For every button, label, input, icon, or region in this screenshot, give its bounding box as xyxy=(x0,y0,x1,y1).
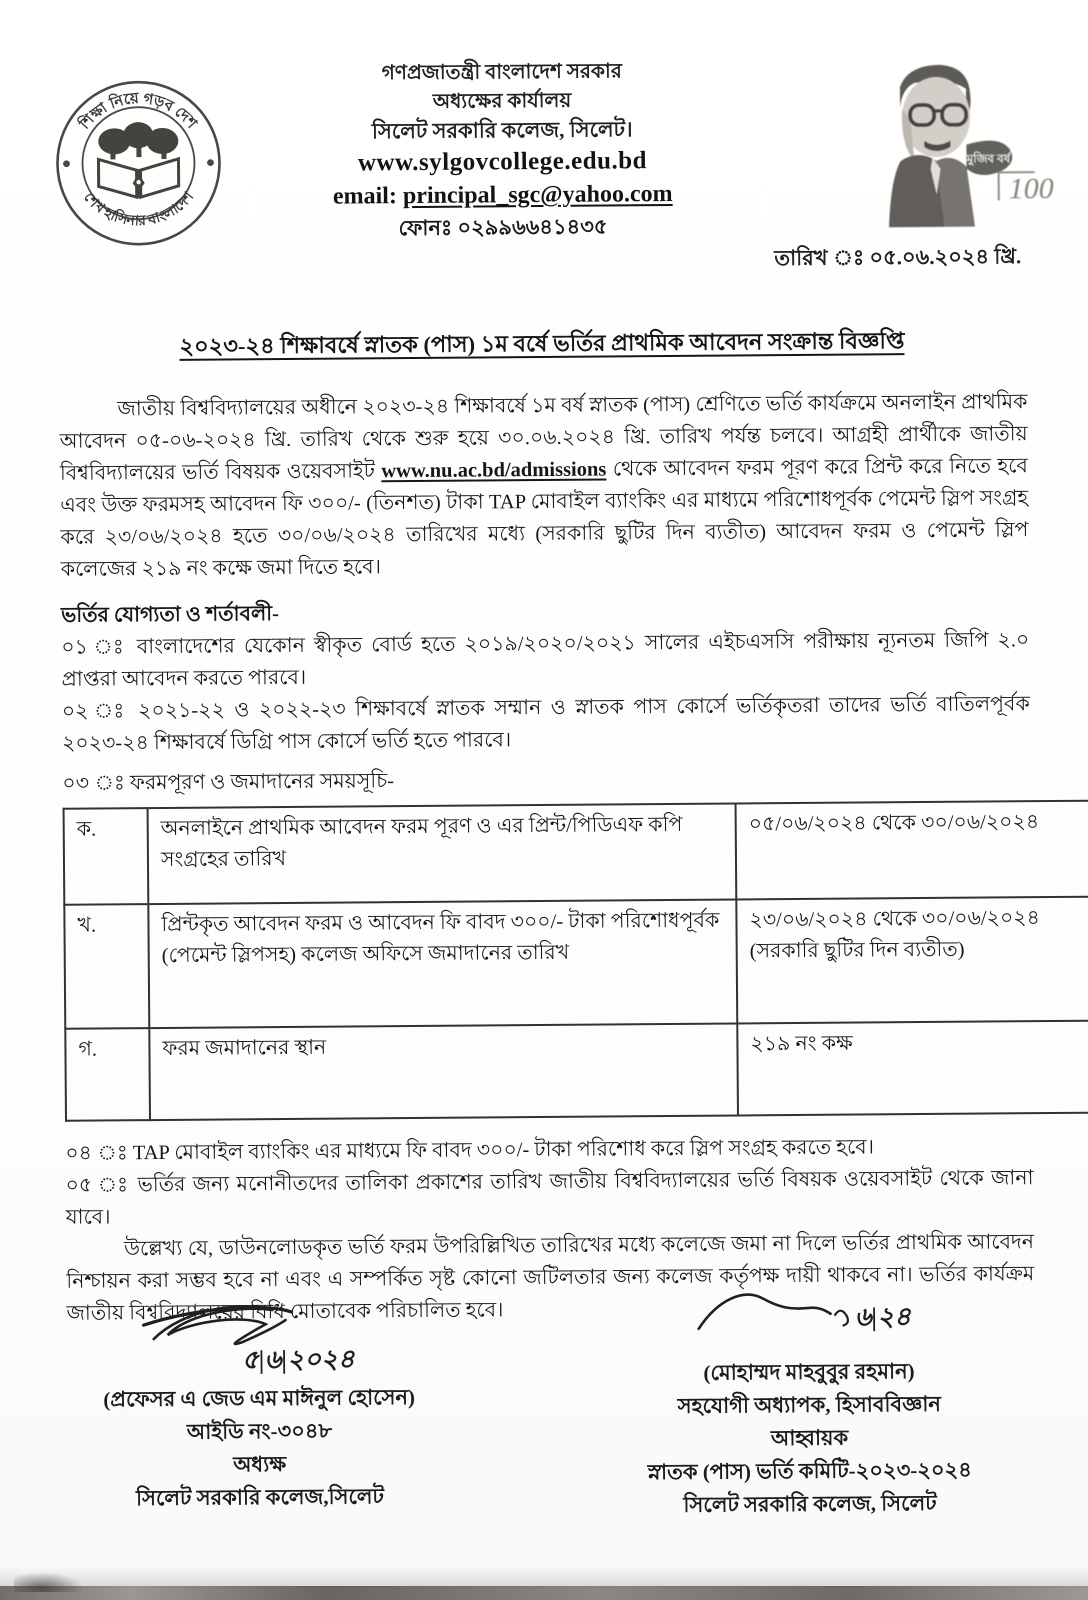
college-website-link[interactable]: www.sylgovcollege.edu.bd xyxy=(357,147,648,177)
seal-book-tree-emblem xyxy=(98,122,179,199)
row-description: প্রিন্টকৃত আবেদন ফরম ও আবেদন ফি বাবদ ৩০০/- টাকা পরিশোধপূর্বক (পেমেন্ট স্লিপসহ) কলেজ অফিসে জমাদানের তারিখ xyxy=(148,899,737,1028)
email-link[interactable]: principal_sgc@yahoo.com xyxy=(402,180,673,210)
college-name-line: সিলেট সরকারি কলেজ, সিলেট। xyxy=(371,117,633,144)
condition-item-4: ০৪ ঃ TAP মোবাইল ব্যাংকিং এর মাধ্যমে ফি বাবদ ৩০০/- টাকা পরিশোধ করে স্লিপ সংগ্রহ করতে হবে। xyxy=(65,1136,875,1165)
nu-admissions-link[interactable]: www.nu.ac.bd/admissions xyxy=(381,458,607,483)
principal-name: (প্রফেসর এ জেড এম মাঈনুল হোসেন) xyxy=(103,1385,416,1412)
condition-item-5: ০৫ ঃ ভর্তির জন্য মনোনীতদের তালিকা প্রকাশের তারিখ জাতীয় বিশ্ববিদ্যালয়ের ভর্তি বিষয়ক ওয়েবসাইট থেকে জানা যাবে। xyxy=(65,1167,1034,1229)
email-line xyxy=(285,178,721,214)
letterhead xyxy=(284,57,721,245)
convener-committee: স্নাতক (পাস) ভর্তি কমিটি-২০২৩-২০২৪ xyxy=(647,1457,972,1485)
table-row xyxy=(64,897,1088,1029)
seal-bottom-text: শেখ হাসিনার বাংলাদেশ xyxy=(80,189,198,230)
principal-signature xyxy=(123,1289,394,1383)
mujib-borsho-mark xyxy=(965,140,1053,206)
scan-shadow xyxy=(0,1566,1088,1588)
scan-smudge xyxy=(14,1572,84,1592)
row-description: ফরম জমাদানের স্থান xyxy=(149,1023,738,1120)
condition-item-2: ০২ ঃ ২০২১-২২ ও ২০২২-২৩ শিক্ষাবর্ষে স্নাতক সম্মান ও স্নাতক পাস কোর্সে ভর্তিকৃতরা তাদের ভর্তি বাতিলপূর্বক ২০২৩-২৪ শিক্ষাবর্ষে ডিগ্রি পাস কোর্সে ভর্তি হতে পারবে। xyxy=(61,693,1030,755)
table-row xyxy=(64,801,1088,905)
mujib-100-number: 100 xyxy=(1008,171,1054,206)
schedule-table xyxy=(63,800,1088,1122)
table-row xyxy=(65,1021,1088,1121)
convener-role: আহ্বায়ক xyxy=(770,1425,849,1451)
row-value: ২১৯ নং কক্ষ xyxy=(737,1021,1088,1116)
row-label: ক. xyxy=(64,808,149,905)
portrait-sketch xyxy=(888,65,975,228)
closing-paragraph: উল্লেখ্য যে, ডাউনলোডকৃত ভর্তি ফরম উপরিল্লিখিত তারিখের মধ্যে কলেজে জমা না দিলে ভর্তির প্রাথমিক আবেদন নিশ্চায়ন করা সম্ভব হবে না এবং এ সম্পর্কিত সৃষ্ট কোনো জটিলতার জন্য কলেজ কর্তৃপক্ষ দায়ী থাকবে না। ভর্তির কার্যক্রম জাতীয় বিশ্ববিদ্যালয়ের বিধি মোতাবেক পরিচালিত হবে। xyxy=(66,1231,1035,1325)
convener-handwritten-date: ৬|২৪ xyxy=(854,1302,912,1332)
condition-item-1: ০১ ঃ বাংলাদেশের যেকোন স্বীকৃত বোর্ড হতে ২০১৯/২০২০/২০২১ সালের এইচএসসি পরীক্ষায় ন্যূনতম জিপি ২.০ প্রাপ্তরা আবেদন করতে পারবে। xyxy=(61,629,1030,691)
conditions-heading: ভর্তির যোগ্যতা ও শর্তাবলী- xyxy=(60,603,280,627)
row-label: খ. xyxy=(64,904,149,1029)
office-line: অধ্যক্ষের কার্যালয় xyxy=(432,89,572,113)
government-line: গণপ্রজাতন্ত্রী বাংলাদেশ সরকার xyxy=(381,60,622,85)
convener-title: সহযোগী অধ্যাপক, হিসাববিজ্ঞান xyxy=(677,1391,941,1418)
notice-date: তারিখ ঃ ০৫.০৬.২০২৪ খ্রি. xyxy=(774,244,1022,271)
row-description: অনলাইনে প্রাথমিক আবেদন ফরম পূরণ ও এর প্রিন্ট/পিডিএফ কপি সংগ্রহের তারিখ xyxy=(148,804,737,905)
seal-top-text: শিক্ষা নিয়ে গড়ব দেশ xyxy=(77,90,200,133)
principal-handwritten-date: ৫|৬|২০২৪ xyxy=(241,1344,355,1375)
mujib-100-logo xyxy=(848,48,1054,230)
principal-org: সিলেট সরকারি কলেজ,সিলেট xyxy=(135,1484,385,1511)
row-label: গ. xyxy=(65,1028,150,1121)
seal-right-dot xyxy=(207,159,214,166)
convener-signature-block xyxy=(603,1268,1015,1522)
row-value: ০৫/০৬/২০২৪ থেকে ৩০/০৬/২০২৪ xyxy=(736,801,1088,900)
college-seal xyxy=(52,76,225,249)
scan-edge-strip xyxy=(0,1586,1088,1600)
schedule-heading: ০৩ ঃ ফরমপূরণ ও জমাদানের সময়সূচি- xyxy=(62,770,395,795)
principal-id: আইডি নং-৩০৪৮ xyxy=(186,1418,333,1444)
intro-text-after-link: থেকে আবেদন ফরম পূরণ করে প্রিন্ট করে নিতে হবে এবং উক্ত ফরমসহ আবেদন ফি ৩০০/- (তিনশত) টাকা TAP মোবাইল ব্যাংকিং এর মাধ্যমে পরিশোধপূর্বক পেমেন্ট স্লিপ সংগ্রহ করে ২৩/০৬/২০২৪ হতে ৩০/০৬/২০২৪ তারিখের মধ্যে (সরকারি ছুটির দিন ব্যতীত) আবেদন ফরম ও পেমেন্ট স্লিপ কলেজের ২১৯ নং কক্ষে জমা দিতে হবে। xyxy=(60,455,1029,581)
convener-name: (মোহাম্মদ মাহবুবুর রহমান) xyxy=(703,1359,915,1385)
convener-signature xyxy=(658,1269,959,1357)
mujib-borsho-text: মুজিব বর্ষ xyxy=(966,151,1011,166)
seal-left-dot xyxy=(63,160,70,167)
principal-signature-block xyxy=(63,1289,455,1516)
row-value: ২৩/০৬/২০২৪ থেকে ৩০/০৬/২০২৪ (সরকারি ছুটির দিন ব্যতীত) xyxy=(736,897,1088,1024)
intro-paragraph xyxy=(59,386,1028,586)
notice-body xyxy=(59,386,1040,1330)
email-label: email: xyxy=(332,183,404,210)
convener-org: সিলেট সরকারি কলেজ, সিলেট xyxy=(683,1490,937,1517)
phone-line: ফোনঃ ০২৯৯৬৬৪১৪৩৫ xyxy=(398,214,608,241)
notice-title: ২০২৩-২৪ শিক্ষাবর্ষে স্নাতক (পাস) ১ম বর্ষে ভর্তির প্রাথমিক আবেদন সংক্রান্ত বিজ্ঞপ্তি xyxy=(179,328,905,359)
intro-text-before-link: জাতীয় বিশ্ববিদ্যালয়ের অধীনে ২০২৩-২৪ শিক্ষাবর্ষে ১ম বর্ষ স্নাতক (পাস) শ্রেণিতে ভর্তি কার্যক্রমে অনলাইন প্রাথমিক আবেদন ০৫-০৬-২০২৪ খ্রি. তারিখ থেকে শুরু হয়ে ৩০.০৬.২০২৪ খ্রি. তারিখ পর্যন্ত চলবে। আগ্রহী প্রার্থীকে জাতীয় বিশ্ববিদ্যালয়ের ভর্তি বিষয়ক ওয়েবসাইট xyxy=(59,391,1028,485)
principal-title: অধ্যক্ষ xyxy=(233,1452,287,1477)
